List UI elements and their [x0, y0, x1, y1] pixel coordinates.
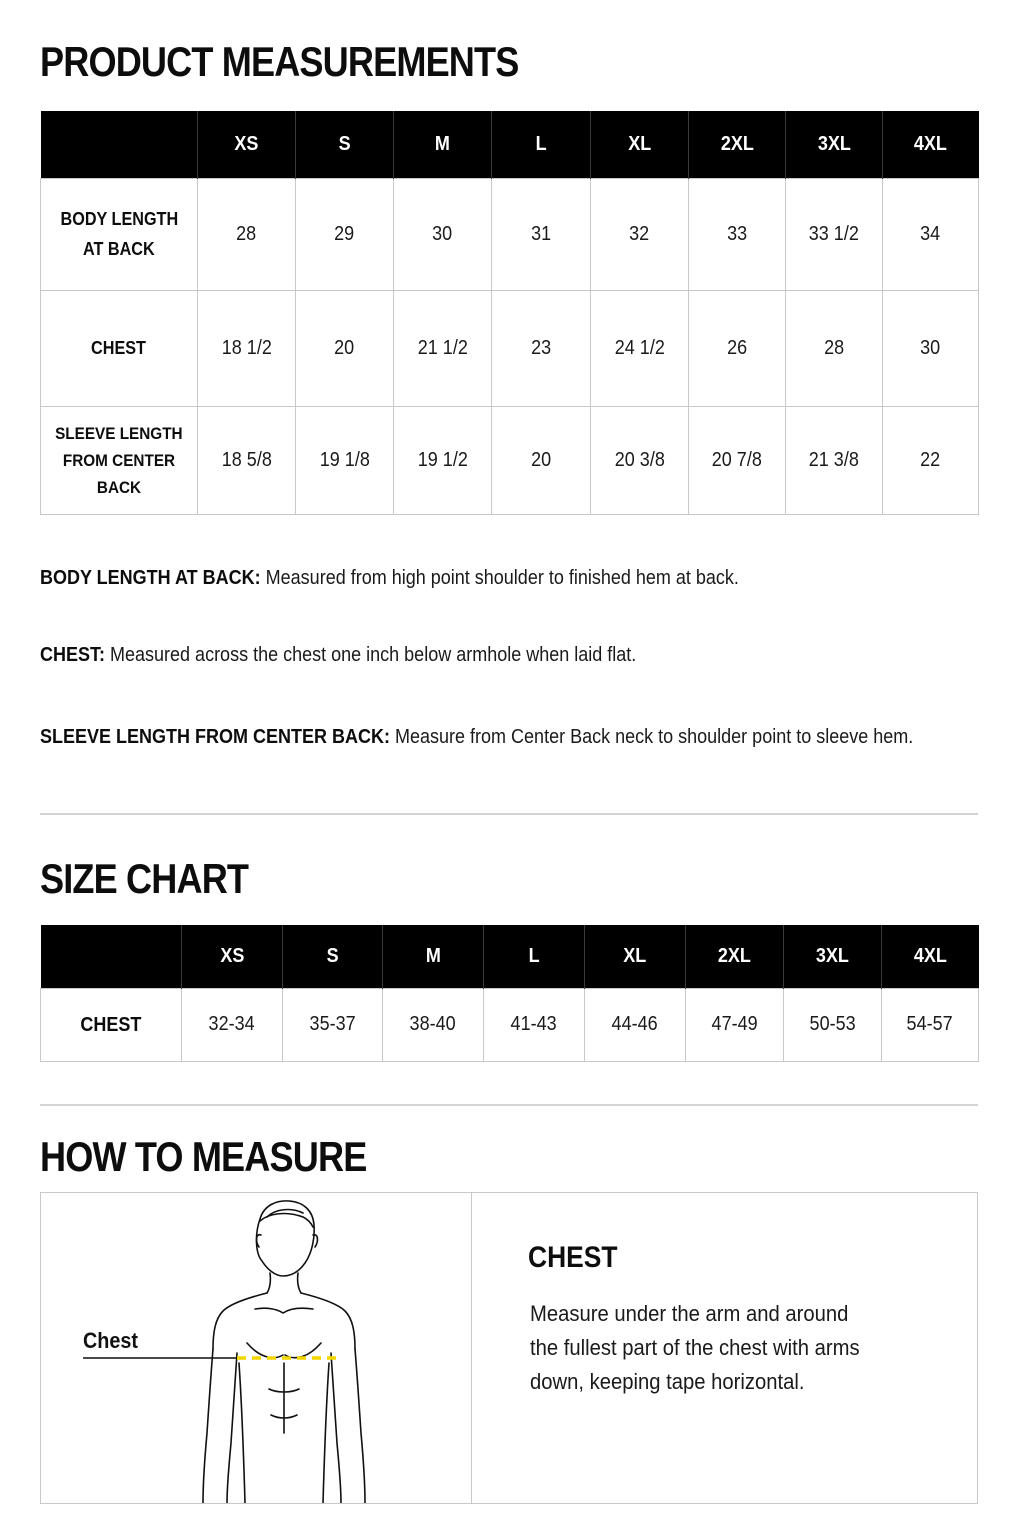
table-cell: 31	[492, 178, 591, 290]
size-header-cell: M	[394, 111, 492, 178]
size-header-cell: 2XL	[689, 111, 786, 178]
size-header-cell: XL	[585, 925, 686, 988]
table-cell: 28	[786, 290, 883, 406]
definition-text: Measured from high point shoulder to finished hem at back.	[260, 567, 739, 589]
table-cell: 29	[296, 178, 394, 290]
size-header-cell: S	[283, 925, 383, 988]
table-cell: 50-53	[784, 988, 882, 1061]
row-label-body-length: BODY LENGTH AT BACK	[41, 178, 198, 290]
product-measurements-table	[40, 111, 979, 515]
size-chart-title: SIZE CHART	[40, 855, 249, 902]
measure-instructions: Measure under the arm and around the fullest part of the chest with arms down, keeping tape horizontal.	[530, 1301, 860, 1394]
row-label-sleeve-length: SLEEVE LENGTH FROM CENTER BACK	[41, 406, 198, 514]
product-measurements-title: PRODUCT MEASUREMENTS	[40, 38, 519, 85]
table-cell: 20 7/8	[689, 406, 786, 514]
row-label-chest: CHEST	[41, 988, 182, 1061]
definition-term: SLEEVE LENGTH FROM CENTER BACK:	[40, 726, 391, 748]
table-cell: 24 1/2	[591, 290, 689, 406]
table-row	[41, 988, 979, 1061]
how-to-measure-panel	[40, 1192, 978, 1504]
size-header-cell: XS	[182, 925, 283, 988]
size-header-cell: M	[383, 925, 484, 988]
table-cell: 26	[689, 290, 786, 406]
size-header-cell: 4XL	[883, 111, 979, 178]
table-cell: 32	[591, 178, 689, 290]
table-cell: 23	[492, 290, 591, 406]
row-label-chest: CHEST	[41, 290, 198, 406]
table-cell: 19 1/8	[296, 406, 394, 514]
size-header-cell: L	[484, 925, 585, 988]
definition-sleeve-length	[40, 726, 913, 749]
table-cell: 30	[394, 178, 492, 290]
header-corner-cell	[41, 925, 182, 988]
definition-chest	[40, 644, 636, 667]
table-cell: 30	[883, 290, 979, 406]
size-header-cell: 2XL	[686, 925, 784, 988]
table-cell: 54-57	[882, 988, 979, 1061]
how-to-measure-title: HOW TO MEASURE	[40, 1133, 367, 1180]
size-chart-table	[40, 925, 979, 1062]
measure-heading: CHEST	[528, 1241, 618, 1274]
panel-divider	[471, 1193, 472, 1503]
size-header-row	[41, 111, 979, 178]
definition-term: CHEST:	[40, 644, 106, 666]
table-cell: 19 1/2	[394, 406, 492, 514]
table-cell: 20 3/8	[591, 406, 689, 514]
size-header-cell: XS	[198, 111, 296, 178]
size-header-cell: XL	[591, 111, 689, 178]
header-corner-cell	[41, 111, 198, 178]
table-cell: 18 1/2	[198, 290, 296, 406]
definition-text: Measure from Center Back neck to shoulder point to sleeve hem.	[390, 726, 914, 748]
table-row	[41, 178, 979, 290]
table-cell: 47-49	[686, 988, 784, 1061]
table-cell: 21 1/2	[394, 290, 492, 406]
definition-body-length	[40, 567, 739, 590]
table-row	[41, 290, 979, 406]
size-header-row	[41, 925, 979, 988]
size-header-cell: 3XL	[784, 925, 882, 988]
table-cell: 38-40	[383, 988, 484, 1061]
table-cell: 32-34	[182, 988, 283, 1061]
table-cell: 20	[296, 290, 394, 406]
table-cell: 35-37	[283, 988, 383, 1061]
table-cell: 34	[883, 178, 979, 290]
definition-text: Measured across the chest one inch below armhole when laid flat.	[105, 644, 637, 666]
table-cell: 20	[492, 406, 591, 514]
size-header-cell: S	[296, 111, 394, 178]
table-cell: 22	[883, 406, 979, 514]
size-header-cell: 3XL	[786, 111, 883, 178]
table-cell: 41-43	[484, 988, 585, 1061]
table-row	[41, 406, 979, 514]
table-cell: 44-46	[585, 988, 686, 1061]
definition-term: BODY LENGTH AT BACK:	[40, 567, 261, 589]
table-cell: 33 1/2	[786, 178, 883, 290]
table-cell: 21 3/8	[786, 406, 883, 514]
size-header-cell: 4XL	[882, 925, 979, 988]
size-header-cell: L	[492, 111, 591, 178]
table-cell: 33	[689, 178, 786, 290]
section-divider	[40, 813, 978, 815]
figure-chest-label: Chest	[83, 1328, 139, 1353]
table-cell: 18 5/8	[198, 406, 296, 514]
table-cell: 28	[198, 178, 296, 290]
section-divider	[40, 1104, 978, 1106]
